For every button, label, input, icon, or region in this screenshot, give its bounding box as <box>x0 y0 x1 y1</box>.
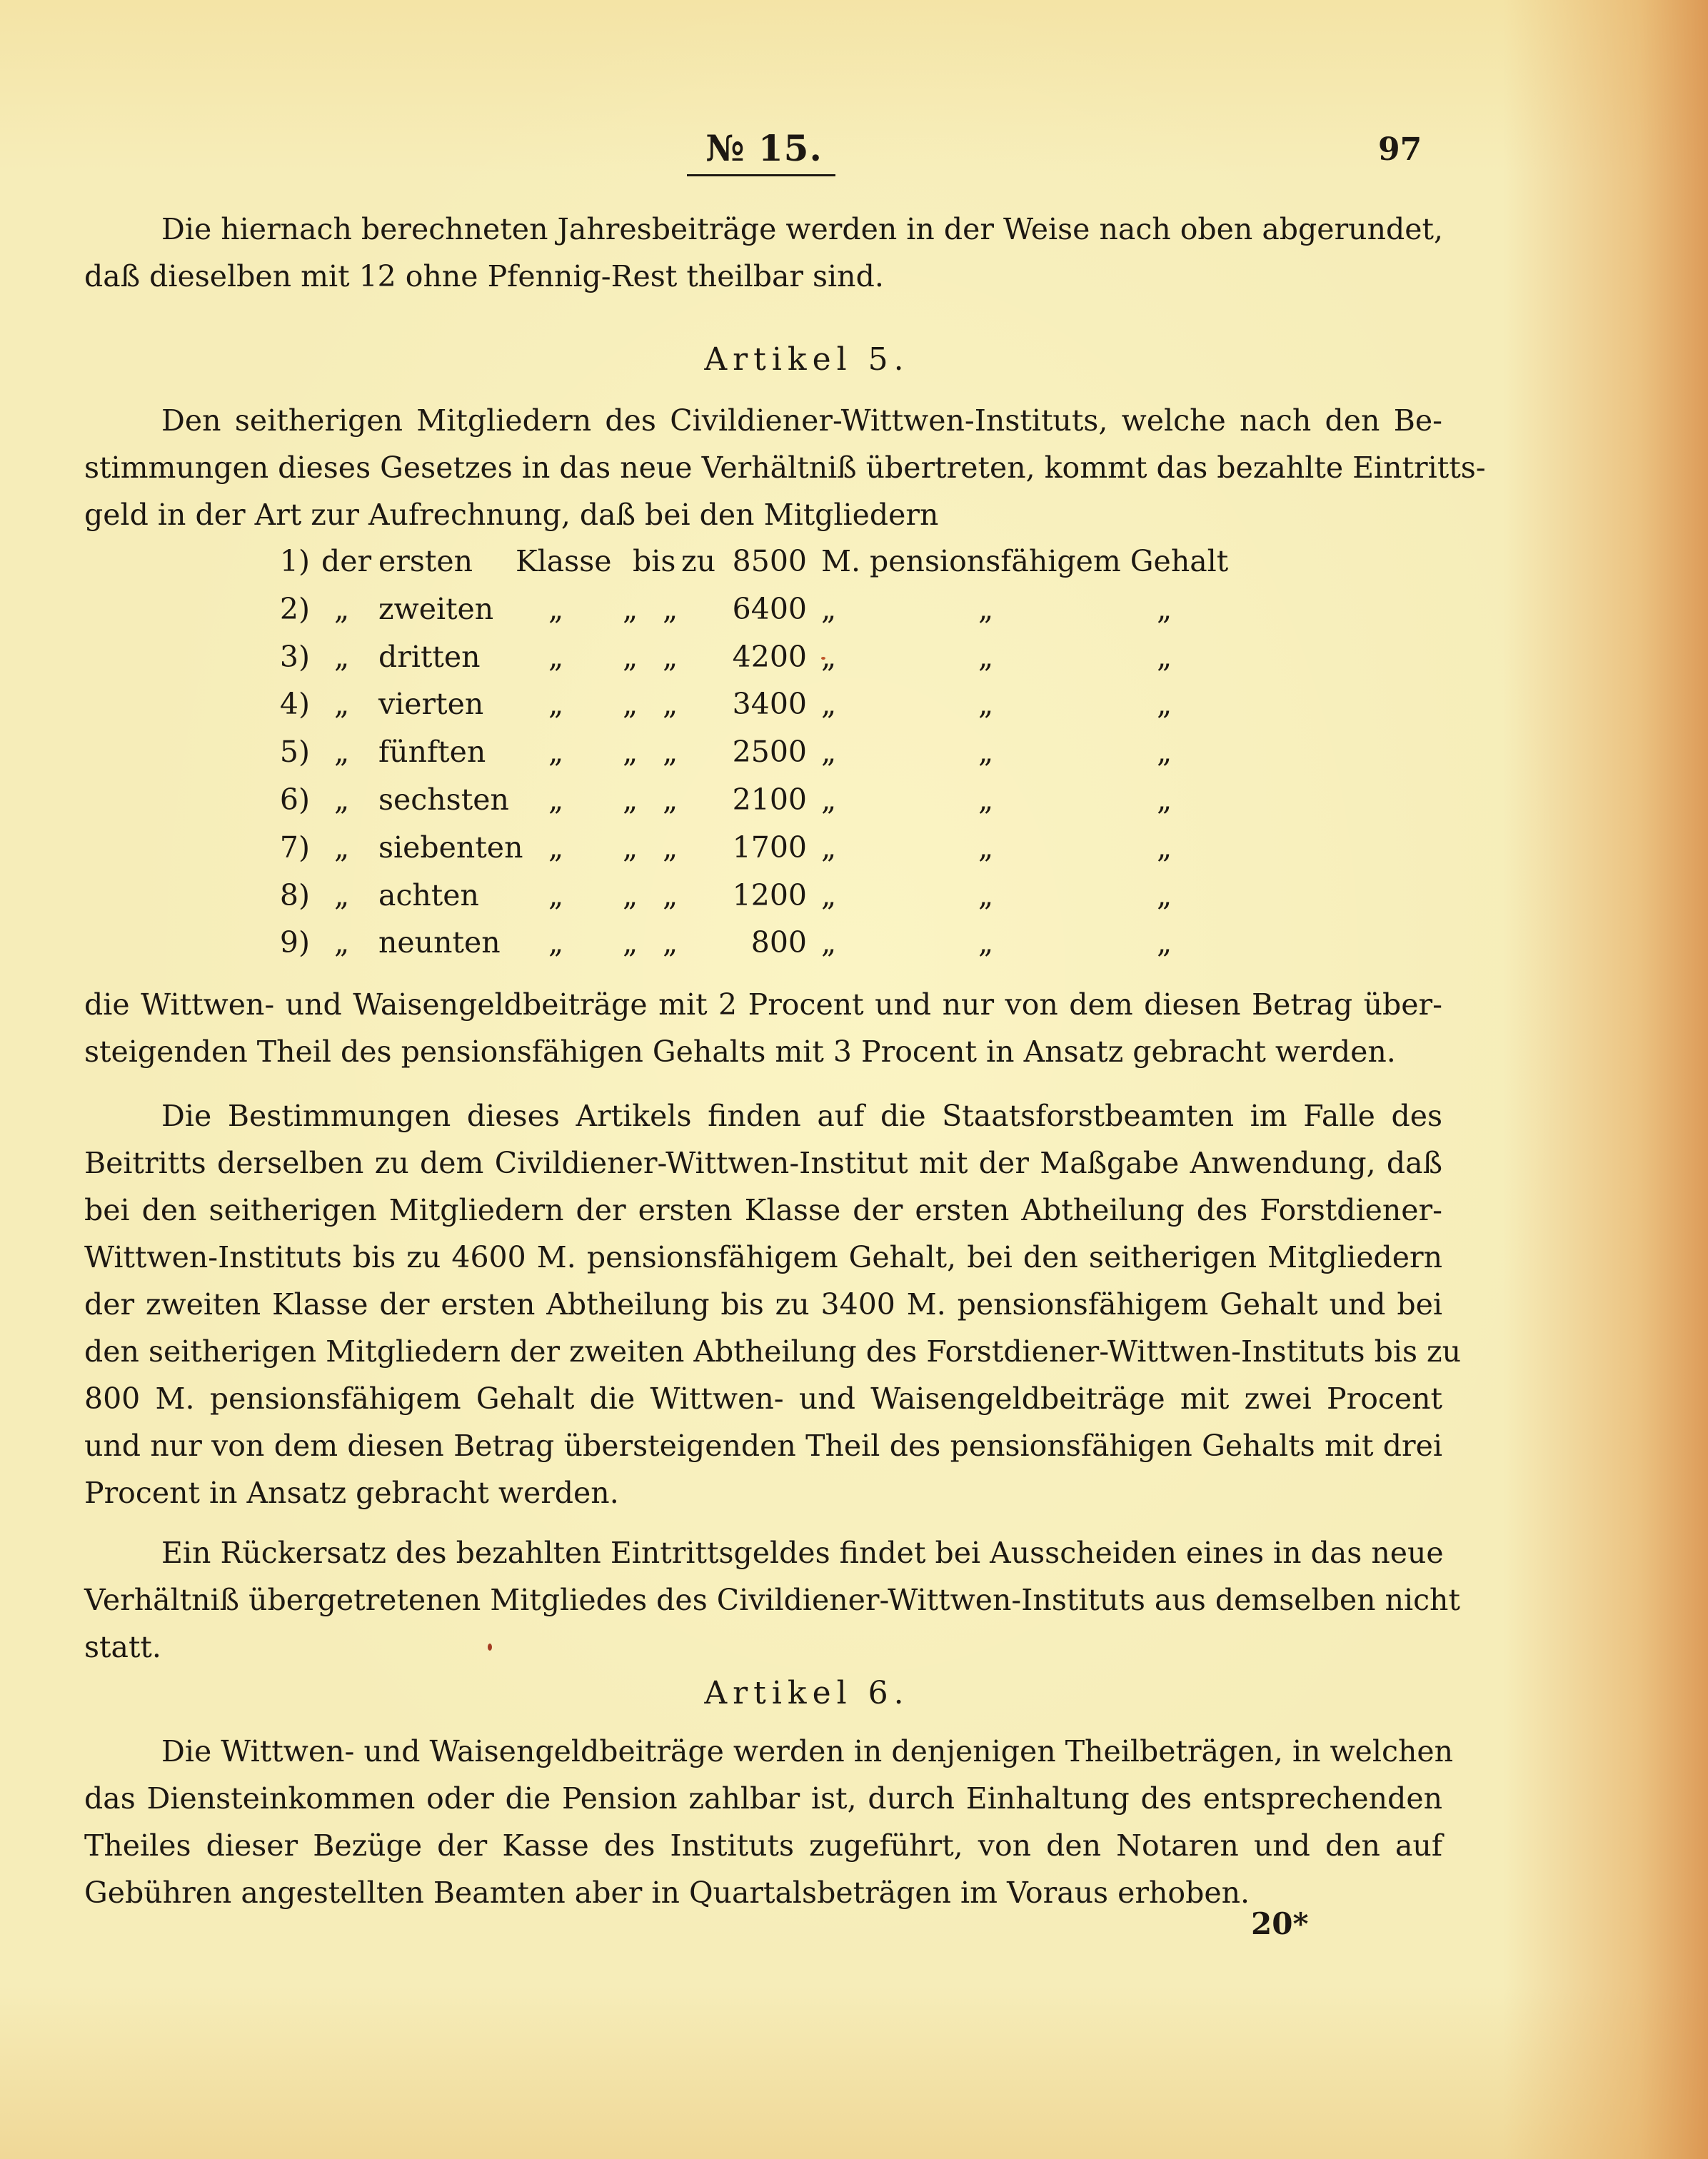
text-line: der zweiten Klasse der ersten Abtheilung bis zu 3400 M. pensionsfähigem Gehalt und bei <box>84 1287 1442 1322</box>
ditto-mark: „ <box>821 735 837 770</box>
row-number: 6) <box>279 782 310 817</box>
paragraph-1 <box>84 206 1442 300</box>
ditto-mark: „ <box>623 591 638 626</box>
row-number: 3) <box>279 639 310 674</box>
ditto-mark: „ <box>821 687 837 722</box>
salary-amount: 8500 <box>732 544 807 578</box>
ditto-mark: „ <box>548 735 564 770</box>
ditto-mark: „ <box>663 782 678 817</box>
text-line: Wittwen-Instituts bis zu 4600 M. pensionsfähigem Gehalt, bei den seitherigen Mitgliedern <box>84 1240 1442 1274</box>
salary-amount: 1200 <box>732 877 807 912</box>
class-ordinal: zweiten <box>378 591 494 626</box>
ditto-mark: „ <box>623 925 638 960</box>
row-number: 5) <box>279 735 310 770</box>
class-ordinal: sechsten <box>378 782 509 817</box>
ditto-mark: „ <box>978 735 994 770</box>
salary-unit: M. pensionsfähigem Gehalt <box>821 544 1229 578</box>
ditto-mark: „ <box>821 591 837 626</box>
signature-mark: 20* <box>1251 1906 1309 1941</box>
ditto-mark: „ <box>663 591 678 626</box>
ditto-mark: „ <box>548 687 564 722</box>
ditto-mark: „ <box>663 877 678 912</box>
ditto-mark: „ <box>978 687 994 722</box>
ditto-mark: „ <box>821 639 837 674</box>
text-line: 800 M. pensionsfähigem Gehalt die Wittwen- und Waisengeldbeiträge mit zwei Procent <box>84 1382 1442 1416</box>
text-line: daß dieselben mit 12 ohne Pfennig-Rest theilbar sind. <box>84 259 884 293</box>
ditto-mark: „ <box>663 735 678 770</box>
class-ordinal: dritten <box>378 639 481 674</box>
text-line: Procent in Ansatz gebracht werden. <box>84 1476 619 1510</box>
ditto-mark: „ <box>623 687 638 722</box>
ditto-mark: „ <box>978 925 994 960</box>
row-number: 8) <box>279 877 310 912</box>
ditto-mark: „ <box>978 877 994 912</box>
ditto-mark: „ <box>1157 782 1172 817</box>
ditto-mark: „ <box>821 830 837 865</box>
ditto-mark: „ <box>663 830 678 865</box>
row-number: 9) <box>279 925 310 960</box>
ditto-mark: „ <box>334 782 350 817</box>
zu-word: zu <box>681 544 716 578</box>
paragraph-3 <box>84 981 1442 1075</box>
class-ordinal: achten <box>378 877 479 912</box>
ditto-mark: „ <box>978 639 994 674</box>
ditto-mark: „ <box>821 925 837 960</box>
ditto-mark: „ <box>978 830 994 865</box>
bis-word: bis <box>633 544 676 578</box>
text-line: Die Wittwen- und Waisengeldbeiträge werden in denjenigen Theilbeträgen, in welchen <box>161 1734 1454 1768</box>
text-line: Verhältniß übergetretenen Mitgliedes des Civildiener-Wittwen-Instituts aus demselben nicht <box>84 1583 1460 1617</box>
heading-artikel-6: Artikel 6. <box>704 1675 910 1711</box>
ditto-mark: „ <box>821 782 837 817</box>
ditto-mark: „ <box>978 591 994 626</box>
paragraph-2 <box>84 397 1486 538</box>
text-line: bei den seitherigen Mitgliedern der ersten Klasse der ersten Abtheilung des Forstdiener- <box>84 1193 1442 1227</box>
ditto-mark: „ <box>334 877 350 912</box>
ditto-mark: „ <box>1157 830 1172 865</box>
salary-amount: 6400 <box>732 591 807 626</box>
text-line: den seitherigen Mitgliedern der zweiten Abtheilung des Forstdiener-Wittwen-Instituts bis zu <box>84 1334 1462 1369</box>
ditto-mark: „ <box>663 925 678 960</box>
ordinal-prefix: der <box>321 544 372 578</box>
ditto-mark: „ <box>1157 591 1172 626</box>
ditto-mark: „ <box>334 639 350 674</box>
ditto-mark: „ <box>623 877 638 912</box>
ditto-mark: „ <box>334 735 350 770</box>
paragraph-5 <box>84 1529 1460 1671</box>
issue-number: № 15. <box>705 127 823 169</box>
text-line: und nur von dem diesen Betrag übersteigenden Theil des pensionsfähigen Gehalts mit drei <box>84 1429 1442 1463</box>
ditto-mark: „ <box>623 782 638 817</box>
salary-amount: 1700 <box>732 830 807 865</box>
ditto-mark: „ <box>1157 639 1172 674</box>
text-line: Den seitherigen Mitgliedern des Civildiener-Wittwen-Instituts, welche nach den Be- <box>161 403 1442 438</box>
paragraph-6 <box>84 1728 1454 1916</box>
ditto-mark: „ <box>663 687 678 722</box>
salary-amount: 4200 <box>732 639 807 674</box>
class-ordinal: fünften <box>378 735 486 770</box>
ditto-mark: „ <box>334 925 350 960</box>
row-number: 7) <box>279 830 310 865</box>
ditto-mark: „ <box>623 735 638 770</box>
ditto-mark: „ <box>548 925 564 960</box>
header-underline <box>687 174 835 176</box>
row-number: 4) <box>279 687 310 722</box>
text-line: statt. <box>84 1630 161 1664</box>
ditto-mark: „ <box>548 591 564 626</box>
text-line: Gebühren angestellten Beamten aber in Quartalsbeträgen im Voraus erhoben. <box>84 1876 1250 1910</box>
row-number: 2) <box>279 591 310 626</box>
class-ordinal: vierten <box>378 687 484 722</box>
ditto-mark: „ <box>548 830 564 865</box>
ditto-mark: „ <box>548 639 564 674</box>
ditto-mark: „ <box>821 877 837 912</box>
ditto-mark: „ <box>1157 877 1172 912</box>
text-line: geld in der Art zur Aufrechnung, daß bei den Mitgliedern <box>84 498 939 532</box>
salary-amount: 3400 <box>732 687 807 722</box>
text-line: Theiles dieser Bezüge der Kasse des Instituts zugeführt, von den Notaren und den auf <box>84 1828 1442 1863</box>
text-line: Ein Rückersatz des bezahlten Eintrittsgeldes findet bei Ausscheiden eines in das neue <box>161 1536 1444 1570</box>
page-number: 97 <box>1378 131 1422 168</box>
paragraph-4 <box>84 1092 1462 1516</box>
salary-amount: 800 <box>750 925 807 960</box>
ditto-mark: „ <box>334 687 350 722</box>
salary-amount: 2100 <box>732 782 807 817</box>
salary-amount: 2500 <box>732 735 807 770</box>
ditto-mark: „ <box>623 639 638 674</box>
ditto-mark: „ <box>548 877 564 912</box>
text-line: Beitritts derselben zu dem Civildiener-Wittwen-Institut mit der Maßgabe Anwendung, daß <box>84 1146 1442 1180</box>
class-ordinal: siebenten <box>378 830 523 865</box>
class-ordinal: ersten <box>378 544 473 578</box>
ditto-mark: „ <box>978 782 994 817</box>
ditto-mark: „ <box>548 782 564 817</box>
ditto-mark: „ <box>663 639 678 674</box>
ditto-mark: „ <box>334 830 350 865</box>
ditto-mark: „ <box>334 591 350 626</box>
heading-artikel-5: Artikel 5. <box>704 341 910 378</box>
klasse-word: Klasse <box>516 544 612 578</box>
ditto-mark: „ <box>1157 735 1172 770</box>
text-line: Die hiernach berechneten Jahresbeiträge werden in der Weise nach oben abgerundet, <box>161 212 1443 246</box>
text-line: das Diensteinkommen oder die Pension zahlbar ist, durch Einhaltung des entsprechenden <box>84 1781 1442 1816</box>
ditto-mark: „ <box>1157 925 1172 960</box>
row-number: 1) <box>279 544 310 578</box>
text-line: Die Bestimmungen dieses Artikels finden auf die Staatsforstbeamten im Falle des <box>161 1099 1442 1133</box>
text-line: stimmungen dieses Gesetzes in das neue Verhältniß übertreten, kommt das bezahlte Eintritts- <box>84 451 1486 485</box>
ditto-mark: „ <box>623 830 638 865</box>
class-ordinal: neunten <box>378 925 501 960</box>
text-line: die Wittwen- und Waisengeldbeiträge mit 2 Procent und nur von dem diesen Betrag über- <box>84 987 1442 1022</box>
ditto-mark: „ <box>1157 687 1172 722</box>
text-line: steigenden Theil des pensionsfähigen Gehalts mit 3 Procent in Ansatz gebracht werden. <box>84 1035 1396 1069</box>
